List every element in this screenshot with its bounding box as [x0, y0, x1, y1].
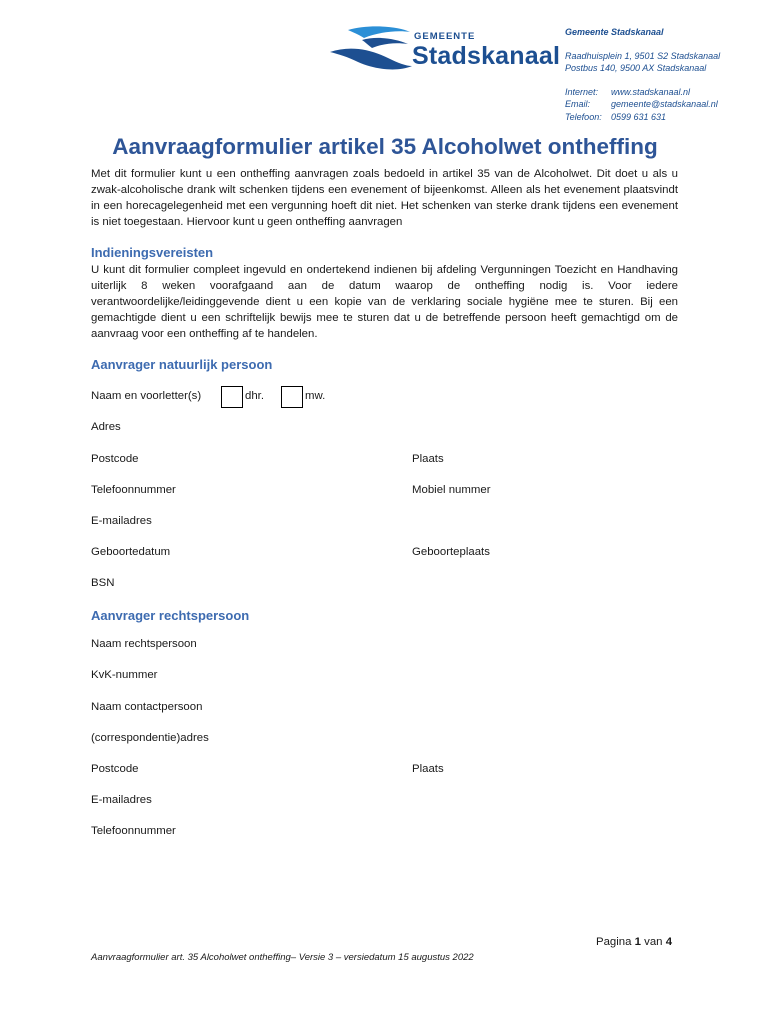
legal-phone-label: Telefoonnummer	[91, 825, 176, 837]
mobile-label: Mobiel nummer	[412, 484, 491, 496]
email-row	[565, 98, 720, 111]
postcode-label: Postcode	[91, 453, 139, 465]
legal-city-label: Plaats	[412, 763, 444, 775]
address-line-1: Raadhuisplein 1, 9501 S2 Stadskanaal	[565, 50, 721, 61]
intro-paragraph: Met dit formulier kunt u een ontheffing aanvragen zoals bedoeld in artikel 35 van de Alcoholwet. Dit doet u als u zwak-alcoholische drank wilt schenken tijdens een evenement of bijeenkomst. Alleen als het evenement plaatsvindt in een horecagelegenheid met een vergunning hoeft dit niet. Het schenken van sterke drank tijdens een evenement is niet toegestaan. Hiervoor kunt u geen ontheffing aanvragen	[91, 168, 678, 228]
logo-text-name: Stadskanaal	[412, 42, 561, 70]
checkbox-mr[interactable]	[221, 386, 243, 408]
logo-text-small: GEMEENTE	[414, 31, 476, 42]
phone-label: Telefoon:	[565, 111, 602, 122]
page-total: 4	[665, 936, 673, 948]
page-current: 1	[634, 936, 641, 948]
internet-row	[565, 86, 720, 99]
phone-label-field: Telefoonnummer	[91, 484, 176, 496]
internet-link[interactable]: www.stadskanaal.nl	[611, 86, 691, 97]
legal-email-label: E-mailadres	[91, 794, 152, 806]
natural-person-heading: Aanvrager natuurlijk persoon	[91, 357, 273, 372]
internet-label: Internet:	[565, 86, 599, 97]
page-label: Pagina	[596, 936, 632, 948]
birthdate-label: Geboortedatum	[91, 546, 171, 558]
contact-block	[565, 26, 720, 123]
legal-postcode-label: Postcode	[91, 763, 139, 775]
mr-label: dhr.	[245, 390, 264, 402]
requirements-heading: Indieningsvereisten	[91, 245, 214, 260]
phone-row	[565, 111, 720, 124]
email-label: Email:	[565, 99, 591, 109]
organization-name: Gemeente Stadskanaal	[565, 27, 664, 37]
birthplace-label: Geboorteplaats	[412, 546, 490, 558]
contact-person-label: Naam contactpersoon	[91, 701, 203, 713]
bsn-label: BSN	[91, 577, 115, 589]
legal-person-heading: Aanvrager rechtspersoon	[91, 608, 250, 623]
correspondence-address-label: (correspondentie)adres	[91, 732, 209, 744]
city-label: Plaats	[412, 453, 444, 465]
page-number	[596, 936, 672, 948]
kvk-label: KvK-nummer	[91, 669, 158, 681]
address-label: Adres	[91, 421, 121, 433]
legal-name-label: Naam rechtspersoon	[91, 638, 197, 650]
email-link[interactable]: gemeente@stadskanaal.nl	[611, 99, 718, 109]
email-label-field: E-mailadres	[91, 515, 152, 527]
address-line-2: Postbus 140, 9500 AX Stadskanaal	[565, 63, 707, 73]
municipality-logo	[328, 22, 561, 74]
mrs-label: mw.	[305, 390, 326, 402]
phone-value: 0599 631 631	[611, 111, 667, 122]
requirements-paragraph: U kunt dit formulier compleet ingevuld en ondertekend indienen bij afdeling Vergunningen Toezicht en Handhaving uiterlijk 8 weken voorafgaand aan de datum waarop de ontheffing nodig is. Voor iedere verantwoordelijke/leidinggevende dient u een kopie van de verklaring sociale hygiëne mee te sturen. Bij een gemachtigde dient u een schriftelijk bewijs mee te sturen dat u de betreffende persoon heeft gemachtigd om de aanvraag voor een ontheffing af te handelen.	[91, 264, 678, 340]
page-of: van	[644, 936, 663, 948]
footer-text: Aanvraagformulier art. 35 Alcoholwet ontheffing– Versie 3 – versiedatum 15 augustus 2022	[91, 952, 474, 963]
checkbox-mrs[interactable]	[281, 386, 303, 408]
logo-wave-icon	[328, 22, 418, 74]
page-title: Aanvraagformulier artikel 35 Alcoholwet ontheffing	[112, 134, 658, 159]
name-label: Naam en voorletter(s)	[91, 390, 202, 402]
